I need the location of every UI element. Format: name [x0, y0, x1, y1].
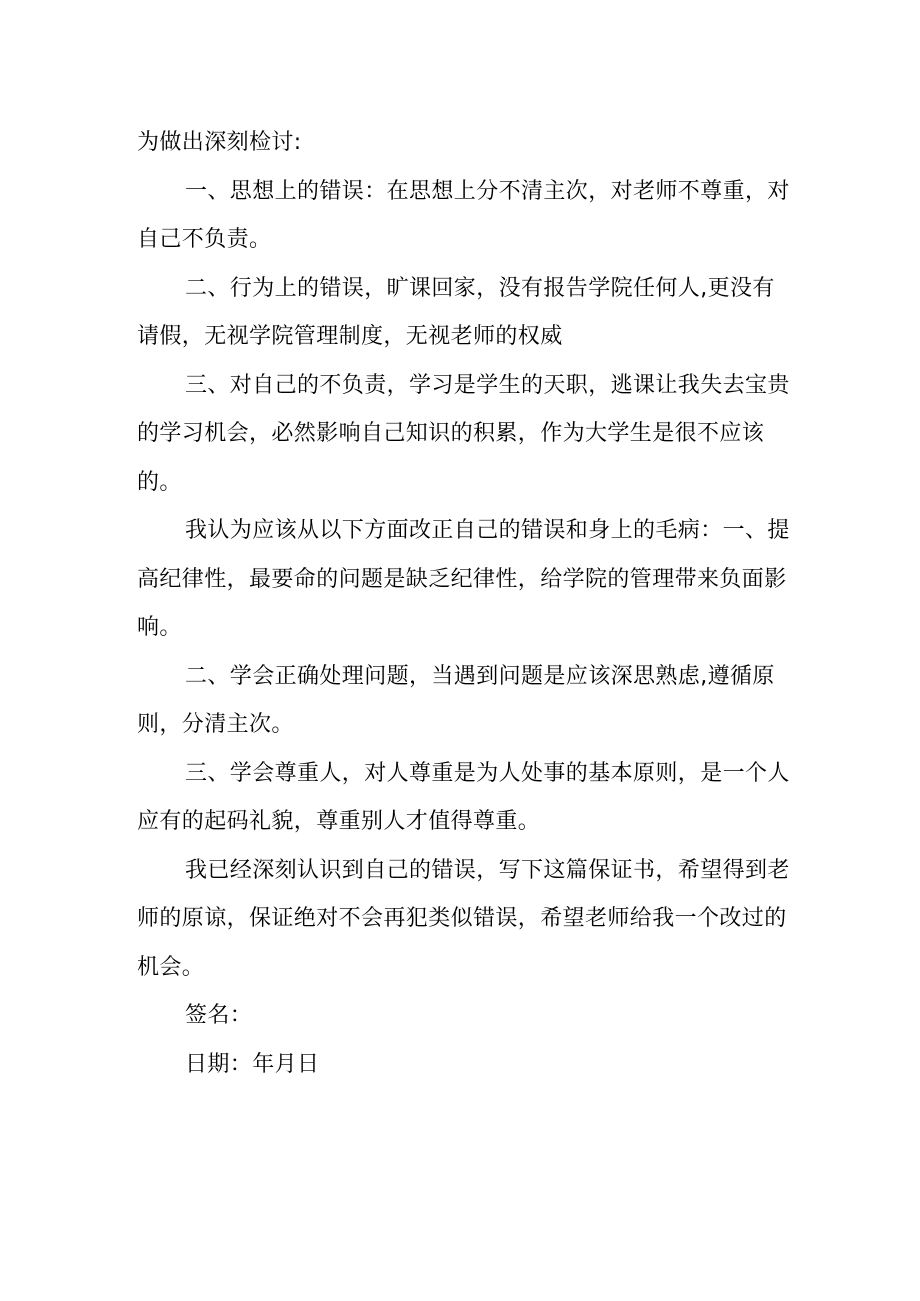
- paragraph-conclusion: 我已经深刻认识到自己的错误，写下这篇保证书，希望得到老师的原谅，保证绝对不会再犯类似错误，希望老师给我一个改过的机会。: [137, 857, 790, 980]
- opening-line: 为做出深刻检讨:: [137, 130, 302, 155]
- paragraph-responsibility-error: 三、对自己的不负责，学习是学生的天职，逃课让我失去宝贵的学习机会，必然影响自己知识的积累，作为大学生是很不应该的。: [137, 372, 790, 495]
- date-line: 日期：年月日: [185, 1051, 320, 1077]
- paragraph-thought-error: 一、思想上的错误：在思想上分不清主次，对老师不尊重，对自己不负责。: [137, 178, 790, 252]
- paragraph-correction-discipline: 我认为应该从以下方面改正自己的错误和身上的毛病：一、提高纪律性，最要命的问题是缺乏纪律性，给学院的管理带来负面影响。: [137, 518, 790, 640]
- document-body: [137, 119, 797, 1089]
- paragraph-correction-problems: 二、学会正确处理问题，当遇到问题是应该深思熟虑,遵循原则，分清主次。: [137, 663, 775, 737]
- signature-line: 签名：: [185, 1003, 253, 1028]
- paragraph-correction-respect: 三、学会尊重人，对人尊重是为人处事的基本原则，是一个人应有的起码礼貌，尊重别人才值得尊重。: [137, 760, 790, 834]
- paragraph-behavior-error: 二、行为上的错误，旷课回家，没有报告学院任何人,更没有请假，无视学院管理制度，无视老师的权威: [137, 275, 775, 349]
